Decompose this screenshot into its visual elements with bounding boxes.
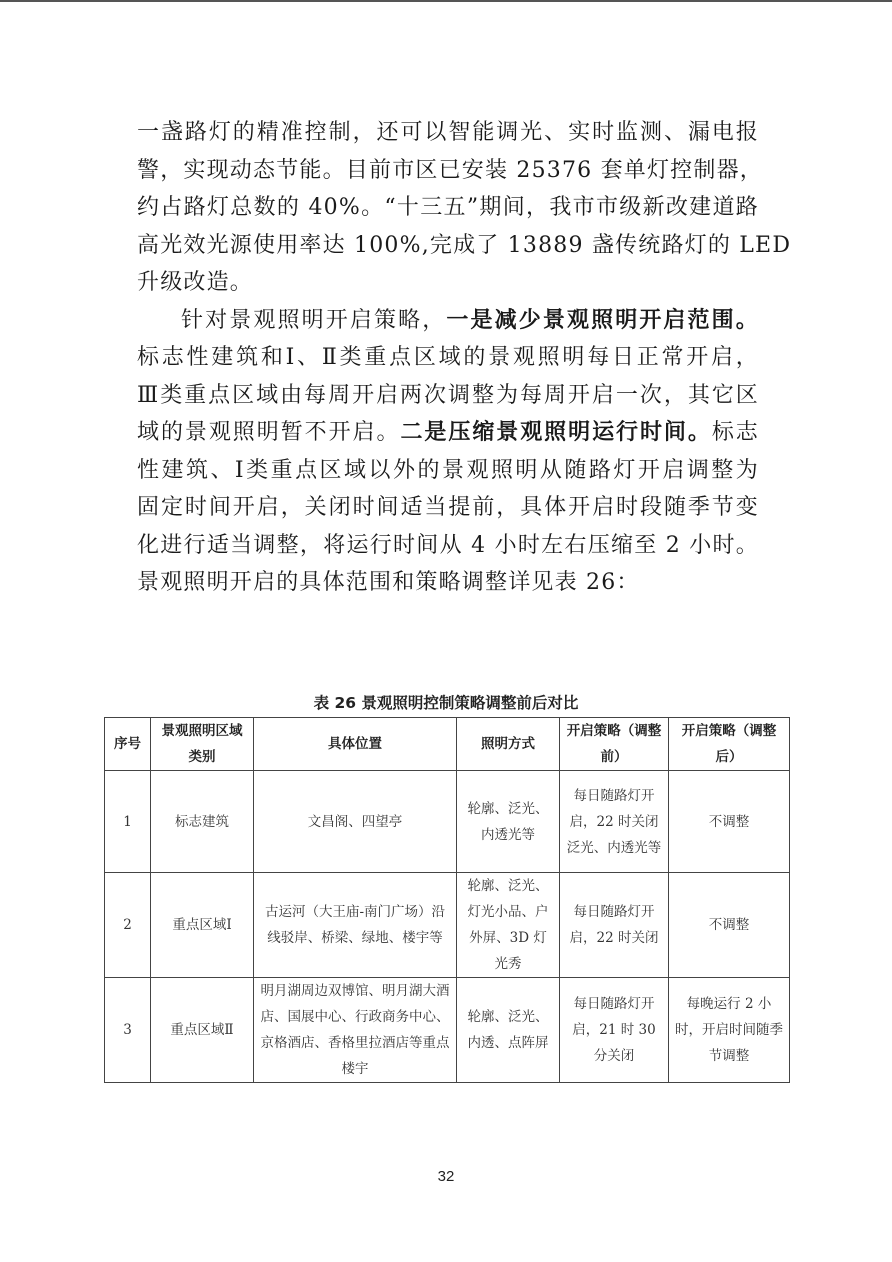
body-text [137, 114, 792, 602]
paragraph-2-line: 固定时间开启，关闭时间适当提前，具体开启时段随季节变 [137, 495, 759, 520]
header-location: 具体位置 [254, 718, 457, 771]
paragraph-1-line: 警，实现动态节能。目前市区已安装 25376 套单灯控制器， [137, 157, 763, 183]
paragraph-1-line: 高光效光源使用率达 100%,完成了 13889 盏传统路灯的 LED [137, 232, 792, 258]
paragraph-1-line: 一盏路灯的精准控制，还可以智能调光、实时监测、漏电报 [137, 120, 759, 145]
paragraph-2-line: 性建筑、Ⅰ类重点区域以外的景观照明从随路灯开启调整为 [137, 457, 759, 483]
cell-strategy-before: 每日随路灯开启，21 时 30 分关闭 [560, 978, 669, 1083]
paragraph-1-line: 约占路灯总数的 40%。“十三五”期间，我市市级新改建道路 [137, 195, 759, 220]
cell-index: 1 [105, 771, 151, 873]
table-row [105, 771, 790, 873]
paragraph-2-line: 景观照明开启的具体范围和策略调整详见表 26： [137, 570, 640, 595]
paragraph-2-line [137, 302, 759, 340]
cell-lighting-method: 轮廓、泛光、内透光等 [457, 771, 560, 873]
cell-location: 文昌阁、四望亭 [254, 771, 457, 873]
cell-area-category: 标志建筑 [151, 771, 254, 873]
cell-strategy-after: 不调整 [669, 873, 790, 978]
header-lighting-method: 照明方式 [457, 718, 560, 771]
header-index: 序号 [105, 718, 151, 771]
cell-strategy-before: 每日随路灯开启，22 时关闭 [560, 873, 669, 978]
table-caption: 表 26 景观照明控制策略调整前后对比 [313, 694, 579, 712]
cell-strategy-after: 不调整 [669, 771, 790, 873]
emphasis-point-1: 一是减少景观照明开启范围。 [446, 306, 759, 333]
table-row [105, 873, 790, 978]
table-row [105, 978, 790, 1083]
text-normal: 域的景观照明暂不开启。 [137, 420, 401, 445]
paragraph-2-line: 标志性建筑和Ⅰ、Ⅱ类重点区域的景观照明每日正常开启， [137, 345, 759, 370]
emphasis-point-2: 二是压缩景观照明运行时间。 [400, 419, 712, 445]
cell-lighting-method: 轮廓、泛光、内透、点阵屏 [457, 978, 560, 1083]
text-normal: 针对景观照明开启策略， [181, 307, 447, 333]
table-header-row [105, 718, 790, 771]
strategy-comparison-table [104, 717, 790, 1083]
cell-index: 3 [105, 978, 151, 1083]
cell-area-category: 重点区域Ⅱ [151, 978, 254, 1083]
page-number: 32 [437, 1168, 455, 1185]
header-area-category: 景观照明区域类别 [151, 718, 254, 771]
text-normal: 标志 [711, 420, 759, 445]
page-top-border [0, 0, 892, 2]
paragraph-2-line [137, 414, 759, 452]
cell-strategy-before: 每日随路灯开启，22 时关闭泛光、内透光等 [560, 771, 669, 873]
paragraph-2-line: Ⅲ类重点区域由每周开启两次调整为每周开启一次，其它区 [137, 382, 759, 408]
paragraph-2-line: 化进行适当调整，将运行时间从 4 小时左右压缩至 2 小时。 [137, 532, 759, 558]
cell-strategy-after: 每晚运行 2 小时，开启时间随季节调整 [669, 978, 790, 1083]
cell-location: 古运河（大王庙-南门广场）沿线驳岸、桥梁、绿地、楼宇等 [254, 873, 457, 978]
cell-location: 明月湖周边双博馆、明月湖大酒店、国展中心、行政商务中心、京格酒店、香格里拉酒店等重点楼宇 [254, 978, 457, 1083]
header-strategy-after: 开启策略（调整后） [669, 718, 790, 771]
cell-index: 2 [105, 873, 151, 978]
paragraph-1-line: 升级改造。 [137, 270, 254, 295]
header-strategy-before: 开启策略（调整前） [560, 718, 669, 771]
cell-lighting-method: 轮廓、泛光、灯光小品、户外屏、3D 灯光秀 [457, 873, 560, 978]
cell-area-category: 重点区域Ⅰ [151, 873, 254, 978]
